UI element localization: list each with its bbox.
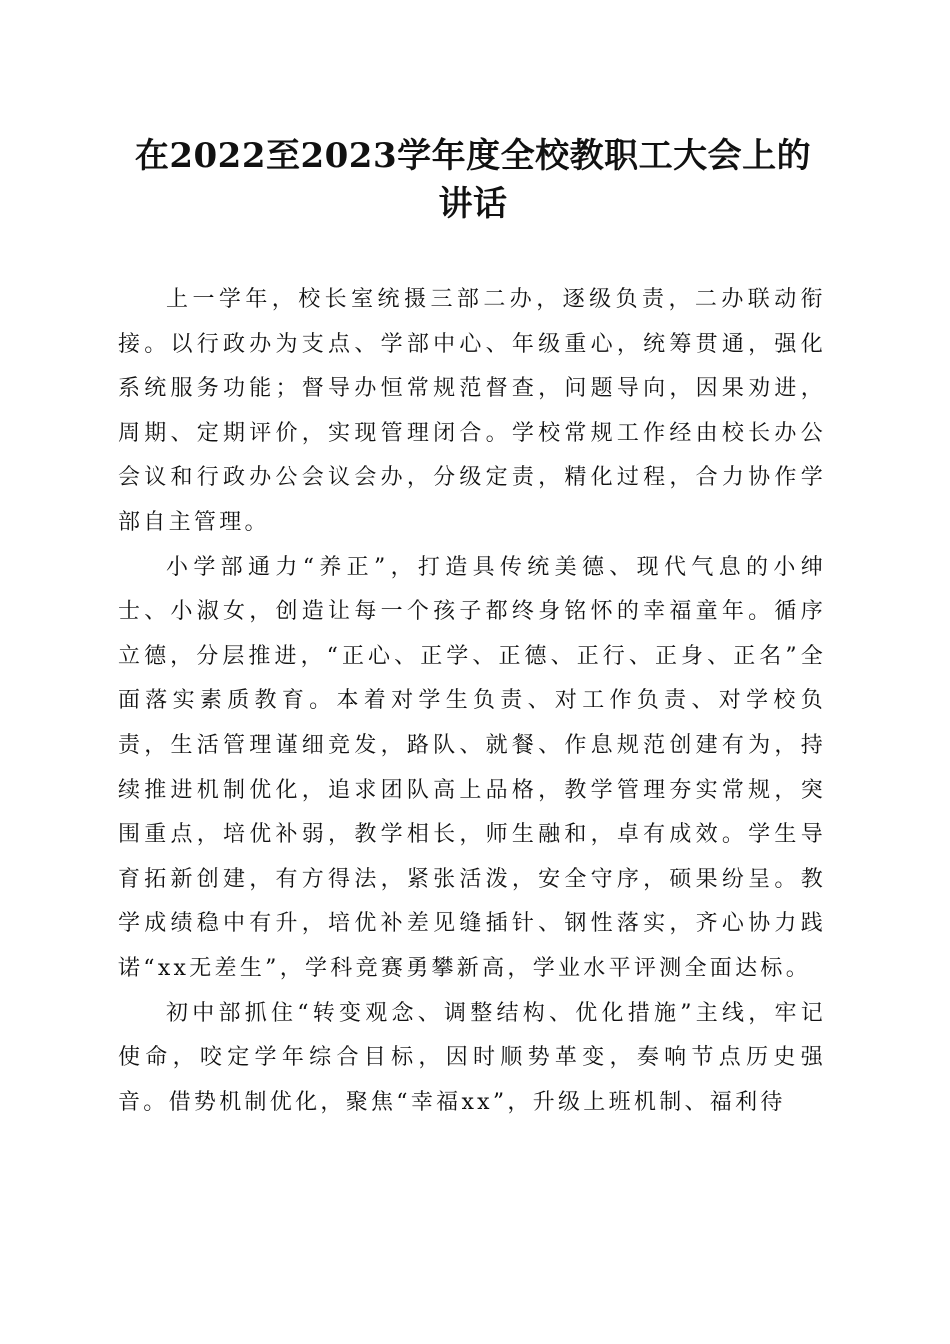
body-paragraph: 上一学年，校长室统摄三部二办，逐级负责，二办联动衔接。以行政办为支点、学部中心、年级重心，统筹贯通，强化系统服务功能；督导办恒常规范督查，问题导向，因果劝进，周期、定期评价，实现管理闭合。学校常规工作经由校长办公会议和行政办公会议会办，分级定责，精化过程，合力协作学部自主管理。 [118, 287, 826, 535]
document-body [118, 278, 826, 1125]
body-paragraph: 初中部抓住“转变观念、调整结构、优化措施”主线，牢记使命，咬定学年综合目标，因时顺势革变，奏响节点历史强音。借势机制优化，聚焦“幸福xx”，升级上班机制、福利待 [118, 1000, 826, 1115]
document-title: 在2022至2023学年度全校教职工大会上的讲话 [134, 136, 812, 224]
body-paragraph: 小学部通力“养正”，打造具传统美德、现代气息的小绅士、小淑女，创造让每一个孩子都终身铭怀的幸福童年。循序立德，分层推进，“正心、正学、正德、正行、正身、正名”全面落实素质教育。本着对学生负责、对工作负责、对学校负责，生活管理谨细竞发，路队、就餐、作息规范创建有为，持续推进机制优化，追求团队高上品格，教学管理夯实常规，突围重点，培优补弱，教学相长，师生融和，卓有成效。学生导育拓新创建，有方得法，紧张活泼，安全守序，硕果纷呈。教学成绩稳中有升，培优补差见缝插针、钢性落实，齐心协力践诺“xx无差生”，学科竞赛勇攀新高，学业水平评测全面达标。 [118, 554, 826, 981]
